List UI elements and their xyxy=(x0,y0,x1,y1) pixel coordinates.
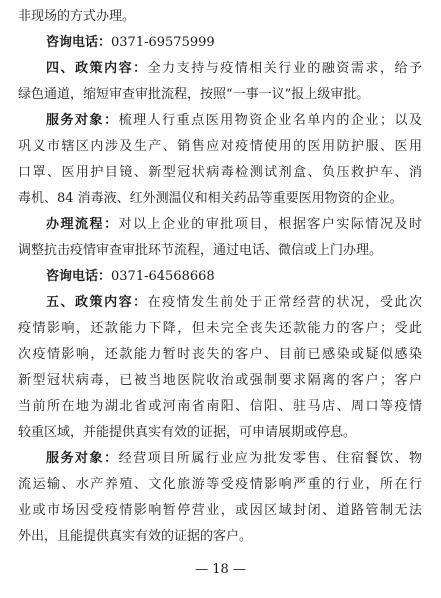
paragraph-text: 调整抗击疫情审查审批环节流程，通过电话、微信或上门办理。 xyxy=(18,243,383,258)
paragraph-text: 巩义市辖区内涉及生产、销售应对疫情使用的医用防护服、医用 xyxy=(18,139,422,154)
paragraph-text: 新型冠状病毒，已被当地医院收治或强制要求隔离的客户；客户 xyxy=(18,373,422,388)
document-page xyxy=(18,4,422,550)
paragraph-text: 流运输、水产养殖、文化旅游等受疫情影响严重的行业，所在行 xyxy=(18,477,422,492)
contact-number: 0371-64568668 xyxy=(111,269,215,284)
paragraph-text: 业或市场因受疫情影响暂停营业，或因区域封闭、道路管制无法 xyxy=(18,503,422,518)
service-target-paragraph-1 xyxy=(18,108,422,212)
paragraph-text: 当前所在地为湖北省或河南省南阳、信阳、驻马店、周口等疫情 xyxy=(18,399,422,414)
policy-four-paragraph xyxy=(18,56,422,108)
paragraph-continuation xyxy=(18,4,422,30)
paragraph-text: 在疫情发生前处于正常经营的状况，受此次 xyxy=(147,295,422,310)
contact-phone-1 xyxy=(18,30,422,56)
page-number: — 18 — xyxy=(195,562,246,577)
paragraph-text: 梳理人行重点医用物资企业名单内的企业；以及 xyxy=(118,113,422,128)
service-target-paragraph-2 xyxy=(18,446,422,550)
policy-heading: 四、政策内容： xyxy=(46,61,148,76)
paragraph-text: 绿色通道，缩短审查审批流程，按照“一事一议”报上级审批。 xyxy=(18,87,370,102)
paragraph-text: 对以上企业的审批项目，根据客户实际情况及时 xyxy=(118,217,422,232)
paragraph-text: 经营项目所属行业应为批发零售、住宿餐饮、物 xyxy=(118,451,422,466)
contact-number: 0371-69575999 xyxy=(111,35,215,50)
policy-heading: 五、政策内容： xyxy=(46,295,148,310)
contact-phone-2 xyxy=(18,264,422,290)
paragraph-text: 全力支持与疫情相关行业的融资需求，给予 xyxy=(147,61,422,76)
service-target-label: 服务对象： xyxy=(46,451,119,466)
paragraph-text: 较重区域，并能提供真实有效的证据，可申请展期或停息。 xyxy=(18,425,357,440)
paragraph-text: 疫情影响，还款能力下降，但未完全丧失还款能力的客户；受此 xyxy=(18,321,422,336)
paragraph-text: 次疫情影响，还款能力暂时丧失的客户、目前已感染或疑似感染 xyxy=(18,347,422,362)
paragraph-text: 毒机、84 消毒液、红外测温仪和相关药品等重要医用物资的企业。 xyxy=(18,191,403,206)
contact-label: 咨询电话： xyxy=(46,269,112,284)
service-target-label: 服务对象： xyxy=(46,113,119,128)
contact-label: 咨询电话： xyxy=(46,35,112,50)
paragraph-text: 外出，且能提供真实有效的证据的客户。 xyxy=(18,529,253,544)
policy-five-paragraph xyxy=(18,290,422,446)
process-paragraph xyxy=(18,212,422,264)
paragraph-text: 口罩、医用护目镜、新型冠状病毒检测试剂盒、负压救护车、消 xyxy=(18,165,422,180)
process-label: 办理流程： xyxy=(46,217,119,232)
paragraph-text: 非现场的方式办理。 xyxy=(18,9,136,24)
